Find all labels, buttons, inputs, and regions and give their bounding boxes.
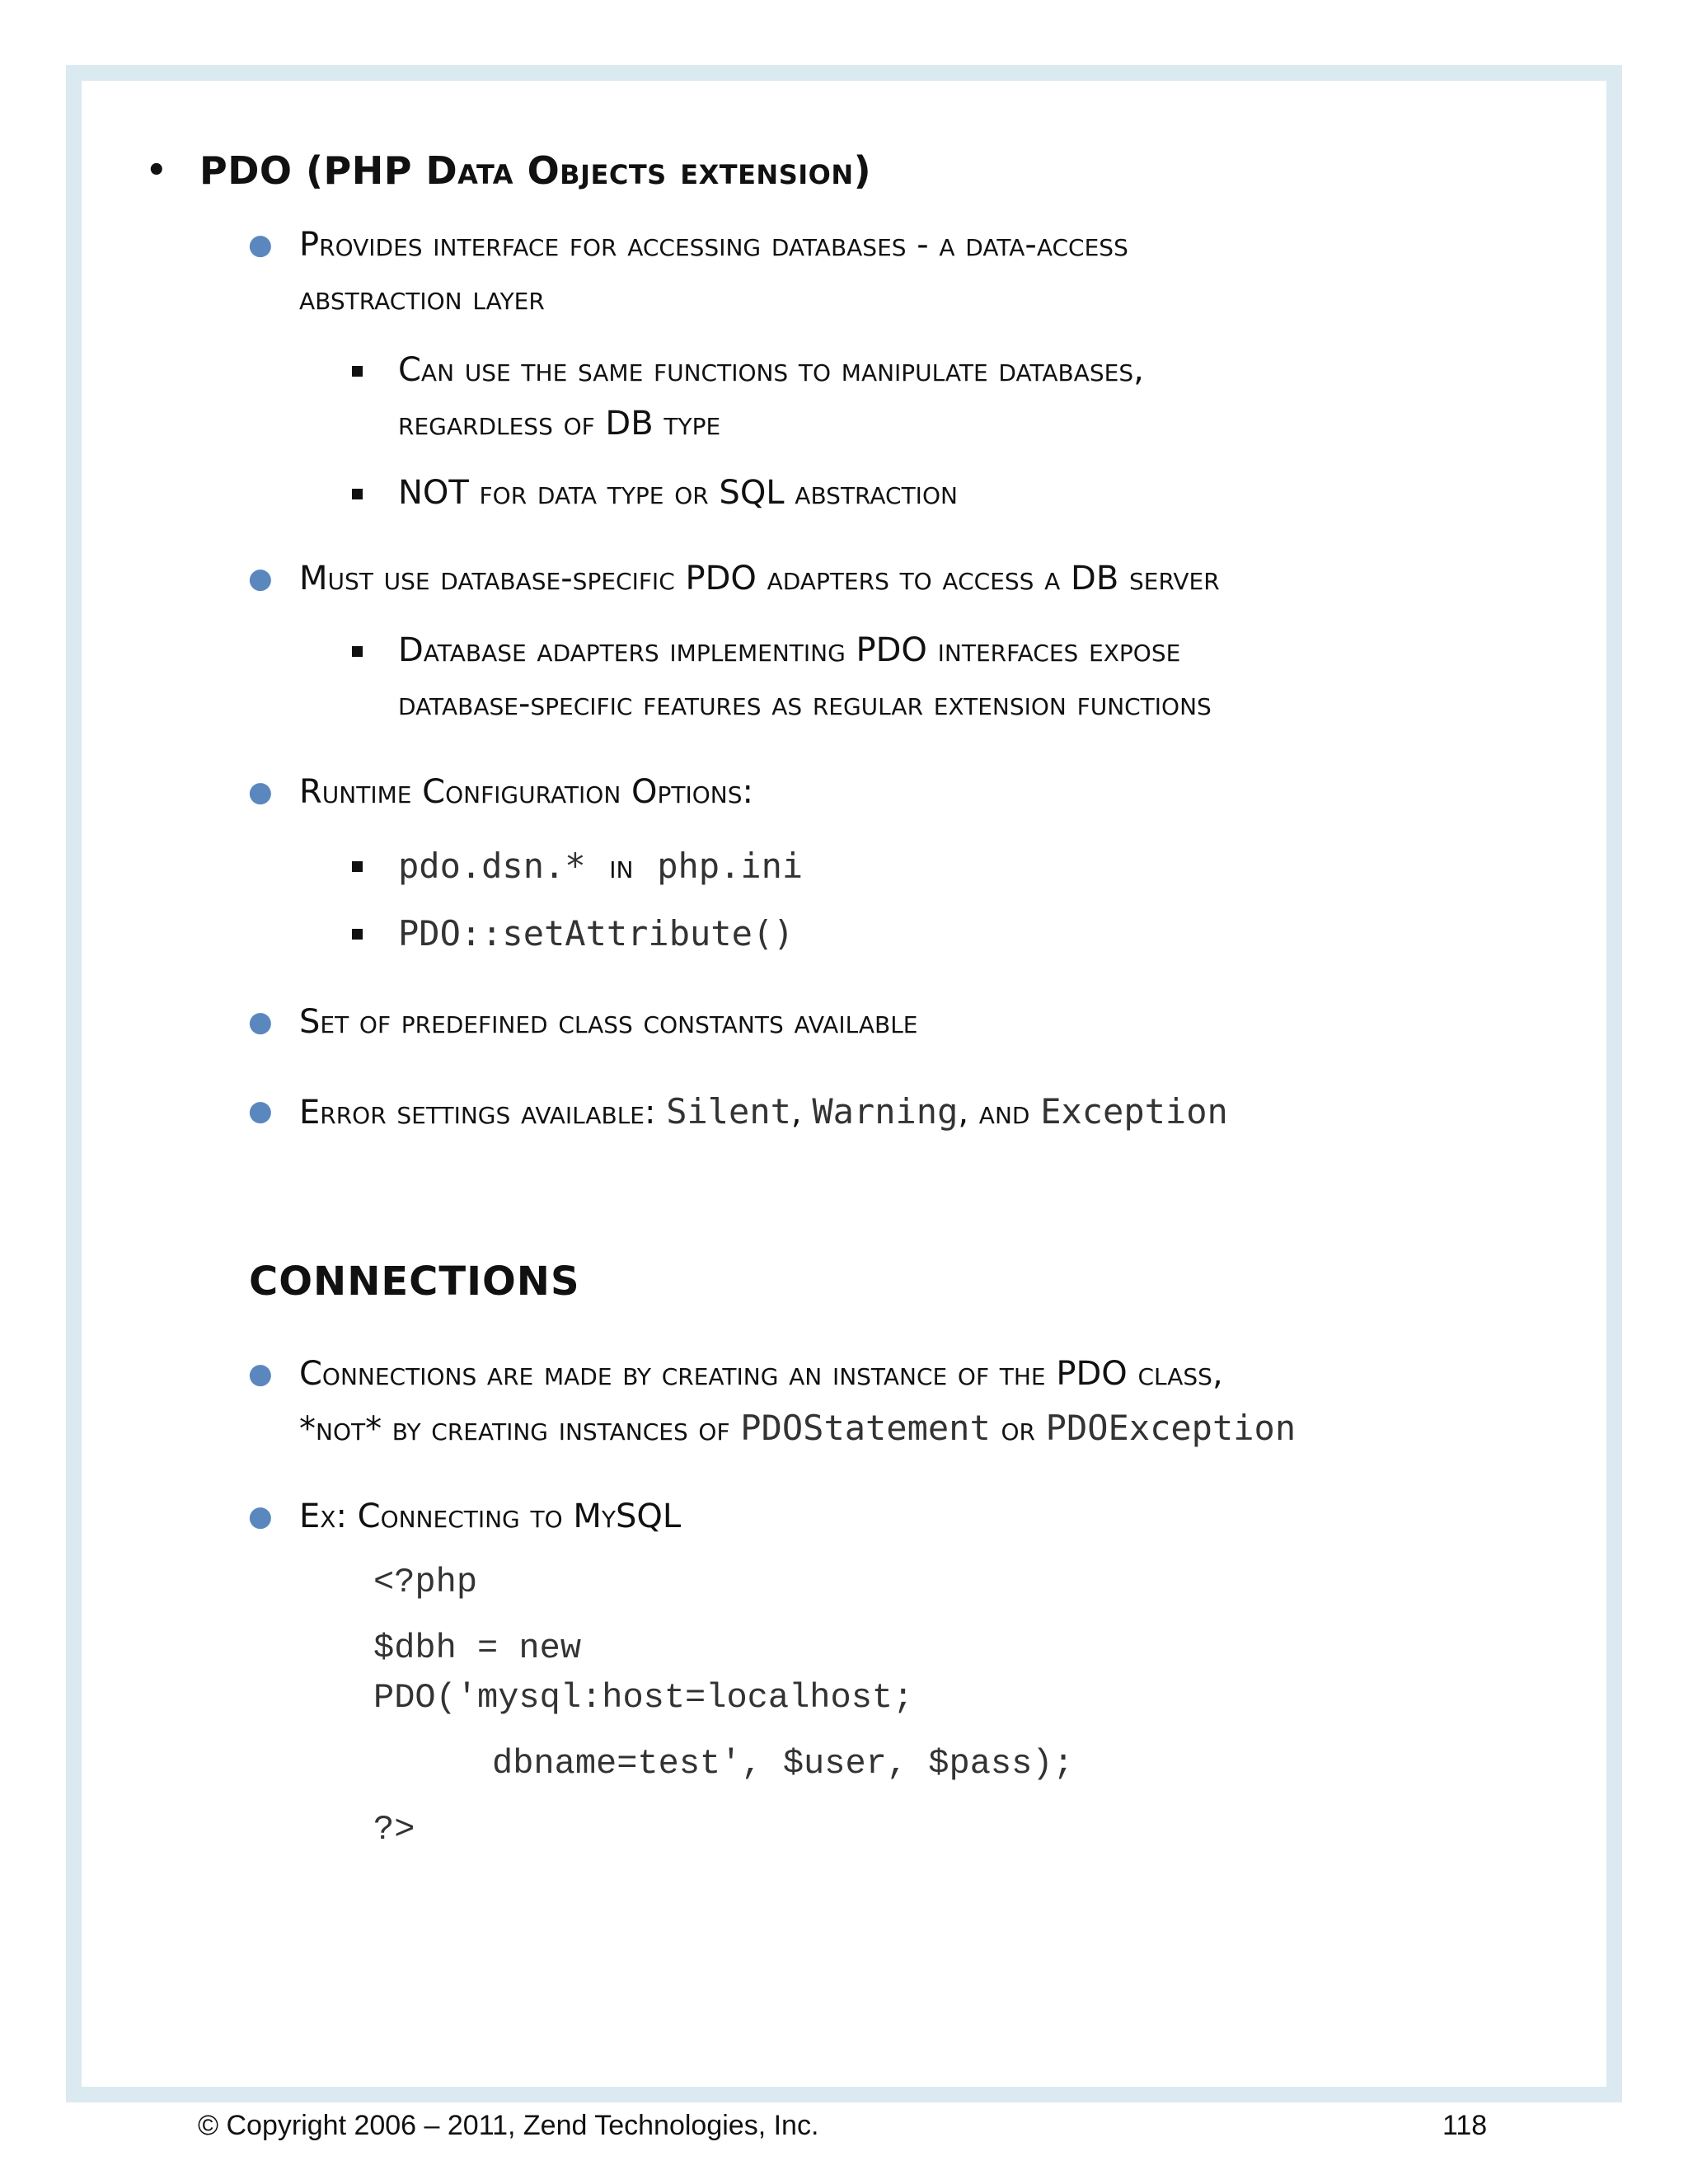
square-bullet-icon <box>352 489 363 499</box>
list-item-text: in <box>609 848 634 886</box>
list-item <box>248 996 918 1049</box>
code-line: ?> <box>373 1810 415 1849</box>
heading-title: PDO (PHP Data Objects extension) <box>199 148 872 193</box>
bullet-dot-icon: ● <box>248 1357 273 1390</box>
code-text: pdo.dsn.* <box>398 846 586 886</box>
code-line: dbname=test', $user, $pass); <box>492 1744 1074 1783</box>
list-item <box>398 344 1536 451</box>
code-line: $dbh = new <box>373 1629 582 1668</box>
list-item <box>248 1085 1228 1140</box>
list-item-text: regardless of DB type <box>398 405 721 443</box>
list-item-text: Provides interface for accessing databases - a data-access <box>299 226 1128 264</box>
bullet-dot-icon: • <box>146 152 168 190</box>
list-item <box>398 839 803 894</box>
list-item-text: Error settings available: <box>299 1094 656 1132</box>
code-text: Exception <box>1040 1091 1228 1132</box>
code-text: Silent <box>666 1091 791 1132</box>
list-item-text: Ex: Connecting to MySQL <box>299 1497 682 1535</box>
list-item-text: or <box>1001 1410 1035 1448</box>
square-bullet-icon <box>352 646 363 657</box>
list-item <box>398 466 958 520</box>
bullet-dot-icon: ● <box>248 1005 273 1038</box>
bullet-dot-icon: ● <box>248 1094 273 1127</box>
code-text: php.ini <box>657 846 804 886</box>
list-item-text: *not* by creating instances of <box>299 1410 730 1448</box>
list-item <box>248 1490 682 1544</box>
list-item <box>398 907 794 962</box>
list-item <box>248 766 753 819</box>
square-bullet-icon <box>352 861 363 872</box>
square-bullet-icon <box>352 366 363 377</box>
square-bullet-icon <box>352 929 363 940</box>
page-number: 118 <box>1442 2110 1488 2141</box>
bullet-dot-icon: ● <box>248 228 273 261</box>
list-item-text: Database adapters implementing PDO interfaces expose <box>398 631 1181 669</box>
code-text: PDOException <box>1045 1408 1296 1448</box>
list-item-text: Runtime Configuration Options: <box>299 773 753 811</box>
list-item-text: Connections are made by creating an instance of the PDO class, <box>299 1355 1223 1393</box>
list-item <box>398 624 1552 731</box>
list-item <box>248 218 1536 326</box>
list-item-text: NOT for data type or SQL abstraction <box>398 474 958 512</box>
list-item <box>248 552 1220 606</box>
code-text: PDO::setAttribute() <box>398 913 795 954</box>
code-text: Warning <box>812 1091 959 1132</box>
list-item-text: Can use the same functions to manipulate databases, <box>398 351 1144 389</box>
connections-heading: CONNECTIONS <box>249 1258 580 1305</box>
footer-copyright: © Copyright 2006 – 2011, Zend Technologies, Inc. <box>198 2110 819 2141</box>
code-line: <?php <box>373 1563 478 1602</box>
bullet-dot-icon: ● <box>248 1500 273 1533</box>
separator-text: , <box>790 1094 802 1132</box>
list-item-text: abstraction layer <box>299 279 545 317</box>
list-item-text: Set of predefined class constants available <box>299 1003 918 1041</box>
code-line: PDO('mysql:host=localhost; <box>373 1678 914 1718</box>
separator-text: , and <box>958 1094 1030 1132</box>
list-item <box>248 1347 1296 1456</box>
code-text: PDOStatement <box>740 1408 991 1448</box>
bullet-dot-icon: ● <box>248 562 273 595</box>
list-item-text: Must use database-specific PDO adapters to access a DB server <box>299 560 1220 598</box>
list-item-text: database-specific features as regular extension functions <box>398 685 1212 723</box>
bullet-dot-icon: ● <box>248 776 273 808</box>
